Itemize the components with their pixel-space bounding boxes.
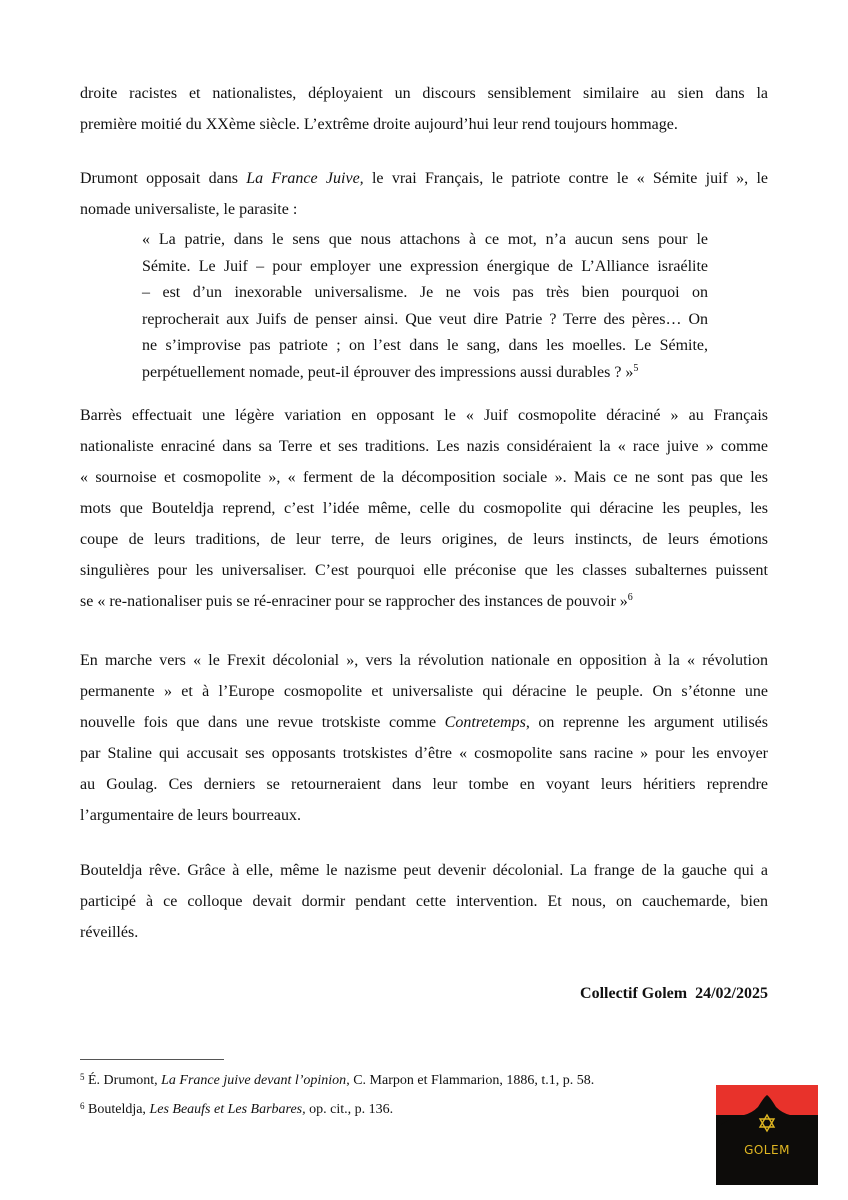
journal-title-italic: Contretemps	[444, 714, 526, 731]
text-line: permanente » et à l’Europe cosmopolite et universaliste qui déracine le peuple. On s’étonne une	[80, 683, 768, 700]
paragraph-3	[80, 400, 768, 617]
text-line: participé à ce colloque devait dormir pendant cette intervention. Et nous, on cauchemarde, bien	[80, 893, 768, 910]
text-span: op. cit., p. 136.	[305, 1102, 394, 1117]
footnote-title-italic: Les Beaufs et Les Barbares,	[149, 1102, 306, 1117]
text-line: par Staline qui accusait ses opposants trotskistes d’être « cosmopolite sans racine » pour les envoyer	[80, 745, 768, 762]
footnote-title-italic: La France juive devant l’opinion	[161, 1073, 347, 1088]
quote-line: ne s’improvise pas patriote ; on l’est dans le sang, dans les moelles. Le Sémite,	[142, 337, 708, 354]
quote-line: reprocherait aux Juifs de penser ainsi. Que veut dire Patrie ? Terre des pères… On	[142, 310, 708, 328]
text-line: nationaliste enraciné dans sa Terre et ses traditions. Les nazis considéraient la « race juive » comme	[80, 438, 768, 455]
footnote-divider	[80, 1059, 224, 1060]
logo-text: GOLEM	[744, 1143, 790, 1157]
text-span: , on reprenne les argument utilisés	[525, 714, 769, 731]
quote-line: « La patrie, dans le sens que nous attachons à ce mot, n’a aucun sens pour le	[142, 231, 708, 248]
text-line: En marche vers « le Frexit décolonial », vers la révolution nationale en opposition à la « révolution	[80, 652, 768, 669]
golem-logo	[716, 1085, 818, 1185]
block-quote	[142, 227, 708, 386]
text-span: le vrai Français, le patriote contre le « Sémite juif », le	[363, 170, 768, 187]
text-span: Bouteldja,	[84, 1102, 150, 1117]
text-span: se « re-nationaliser puis se ré-enraciner pour se rapprocher des instances de pouvoir »	[80, 593, 628, 610]
paragraph-4	[80, 645, 768, 831]
text-line	[80, 586, 768, 617]
footnote-5	[80, 1072, 594, 1090]
text-line: « sournoise et cosmopolite », « ferment de la décomposition sociale ». Mais ce ne sont pas que les	[80, 469, 768, 486]
quote-line	[142, 360, 708, 387]
footnote-6	[80, 1101, 393, 1119]
quote-line: – est d’un inexorable universalisme. Je ne vois pas très bien pourquoi on	[142, 284, 708, 301]
text-line: Barrès effectuait une légère variation en opposant le « Juif cosmopolite déraciné » au Français	[80, 407, 768, 424]
text-line	[80, 163, 768, 194]
footnote-ref-6[interactable]: 6	[627, 592, 633, 603]
text-line: droite racistes et nationalistes, déployaient un discours sensiblement similaire au sien dans la	[80, 85, 768, 102]
text-line: au Goulag. Ces derniers se retourneraient dans leur tombe en voyant leurs héritiers reprendre	[80, 776, 768, 793]
footnote-number: 5	[80, 1072, 85, 1082]
text-span: É. Drumont,	[84, 1073, 162, 1088]
text-line	[80, 707, 768, 738]
text-line: l’argumentaire de leurs bourreaux.	[80, 807, 301, 824]
paragraph-1	[80, 78, 768, 140]
footnote-ref-5[interactable]: 5	[633, 362, 639, 374]
text-span: , C. Marpon et Flammarion, 1886, t.1, p. 58.	[346, 1073, 595, 1088]
text-line: Bouteldja rêve. Grâce à elle, même le nazisme peut devenir décolonial. La frange de la gauche qui a	[80, 862, 768, 879]
text-span: Drumont opposait dans	[80, 170, 247, 187]
golem-logo-art	[716, 1085, 818, 1185]
quote-line: Sémite. Le Juif – pour employer une expression énergique de L’Alliance israélite	[142, 257, 708, 275]
text-span: nouvelle fois que dans une revue trotskiste comme	[80, 714, 445, 731]
text-line: première moitié du XXème siècle. L’extrême droite aujourd’hui leur rend toujours hommage.	[80, 116, 678, 133]
signature: Collectif Golem 24/02/2025	[580, 985, 768, 1002]
text-span: perpétuellement nomade, peut-il éprouver des impressions aussi durables ? »	[142, 363, 634, 381]
text-line: coupe de leurs traditions, de leur terre, de leurs origines, de leurs instincts, de leurs émotions	[80, 531, 768, 548]
book-title-italic: La France Juive,	[246, 170, 364, 187]
paragraph-2	[80, 163, 768, 225]
text-line: mots que Bouteldja reprend, c’est l’idée même, celle du cosmopolite qui déracine les peuples, les	[80, 500, 768, 517]
text-line: singulières pour les universaliser. C’est pourquoi elle préconise que les classes subalternes puissent	[80, 562, 768, 579]
text-line: nomade universaliste, le parasite :	[80, 201, 298, 218]
footnote-number: 6	[80, 1101, 85, 1111]
text-line: réveillés.	[80, 924, 139, 941]
paragraph-5	[80, 855, 768, 948]
